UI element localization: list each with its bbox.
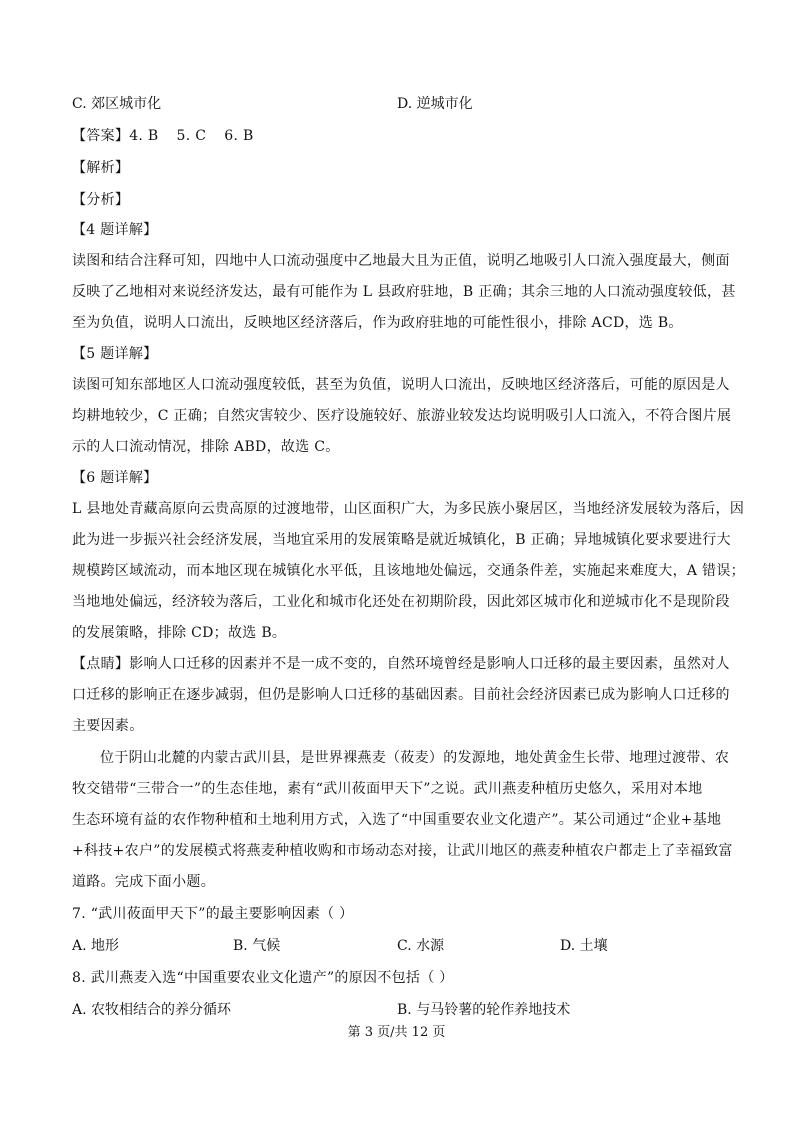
q7-stem: 7. “武川莜面甲天下”的最主要影响因素（ ） (72, 906, 354, 922)
dianjing-line: 【点睛】影响人口迁移的因素并不是一成不变的，自然环境曾经是影响人口迁移的最主要因素，虽然对人 (72, 656, 730, 672)
q8-stem: 8. 武川燕麦入选“中国重要农业文化遗产”的原因不包括（ ） (72, 970, 454, 986)
q4-line: 反映了乙地相对来说经济发达，最有可能作为 L 县政府驻地，B 正确；其余三地的人口流动强度较低，甚 (72, 284, 736, 300)
q8-option-b: B. 与马铃薯的轮作养地技术 (397, 1002, 571, 1018)
q7-option-a: A. 地形 (72, 938, 120, 954)
q7-option-b: B. 气候 (233, 938, 281, 954)
q6-line: 此为进一步振兴社会经济发展，当地宜采用的发展策略是就近城镇化，B 正确；异地城镇化要求要进行大 (72, 532, 731, 548)
option-d-q6: D. 逆城市化 (397, 96, 473, 112)
q6-line: 当地地处偏远，经济较为落后，工业化和城市化还处在初期阶段，因此郊区城市化和逆城市化不是现阶段 (72, 594, 730, 610)
q4-line: 读图和结合注释可知，四地中人口流动强度中乙地最大且为正值，说明乙地吸引人口流入强度最大，侧面 (72, 253, 730, 269)
dianjing-line: 主要因素。 (72, 718, 144, 734)
answer-item: 6. B (224, 128, 254, 144)
answer-label: 【答案】 (72, 128, 130, 144)
passage-line: 道路。完成下面小题。 (72, 874, 215, 890)
q7-option-d: D. 土壤 (560, 938, 608, 954)
page-footer: 第 3 页/共 12 页 (347, 1025, 446, 1040)
answer-line (72, 126, 722, 146)
answer-item: 5. C (176, 128, 207, 144)
passage-line: 牧交错带“三带合一”的生态佳地，素有“武川莜面甲天下”之说。武川燕麦种植历史悠久，采用对本地 (72, 781, 703, 797)
q5-line: 均耕地较少，C 正确；自然灾害较少、医疗设施较好、旅游业较发达均说明吸引人口流入，不符合图片展 (72, 408, 732, 424)
dianjing-line: 口迁移的影响正在逐步减弱，但仍是影响人口迁移的基础因素。目前社会经济因素已成为影响人口迁移的 (72, 687, 730, 703)
q4-heading: 【4 题详解】 (72, 222, 158, 238)
option-c-q6: C. 郊区城市化 (72, 96, 162, 112)
q6-line: 的发展策略，排除 CD；故选 B。 (72, 625, 287, 641)
analysis-label: 【解析】 (72, 160, 130, 176)
q4-line: 至为负值，说明人口流出，反映地区经济落后，作为政府驻地的可能性很小，排除 ACD，选 B。 (72, 315, 683, 331)
q7-option-c: C. 水源 (397, 938, 445, 954)
fenxi-label: 【分析】 (72, 192, 130, 208)
passage-line: 生态环境有益的农作物种植和土地利用方式，入选了“中国重要农业文化遗产”。某公司通过“企业+基地 (72, 812, 722, 828)
passage-line: +科技+农户”的发展模式将燕麦种植收购和市场动态对接，让武川地区的燕麦种植农户都走上了幸福致富 (72, 843, 733, 859)
q6-line: 规模跨区域流动，而本地区现在城镇化水平低，且该地地处偏远，交通条件差，实施起来难度大，A 错误； (72, 563, 745, 579)
q6-heading: 【6 题详解】 (72, 470, 158, 486)
q5-line: 读图可知东部地区人口流动强度较低，甚至为负值，说明人口流出，反映地区经济落后，可能的原因是人 (72, 377, 730, 393)
passage-line: 位于阴山北麓的内蒙古武川县，是世界裸燕麦（莜麦）的发源地，地处黄金生长带、地理过渡带、农 (100, 750, 730, 766)
q5-heading: 【5 题详解】 (72, 346, 158, 362)
q8-option-a: A. 农牧相结合的养分循环 (72, 1002, 232, 1018)
q6-line: L 县地处青藏高原向云贵高原的过渡地带，山区面积广大，为多民族小聚居区，当地经济发展较为落后，因 (72, 501, 745, 517)
q5-line: 示的人口流动情况，排除 ABD，故选 C。 (72, 439, 340, 455)
answer-item: 4. B (129, 128, 159, 144)
